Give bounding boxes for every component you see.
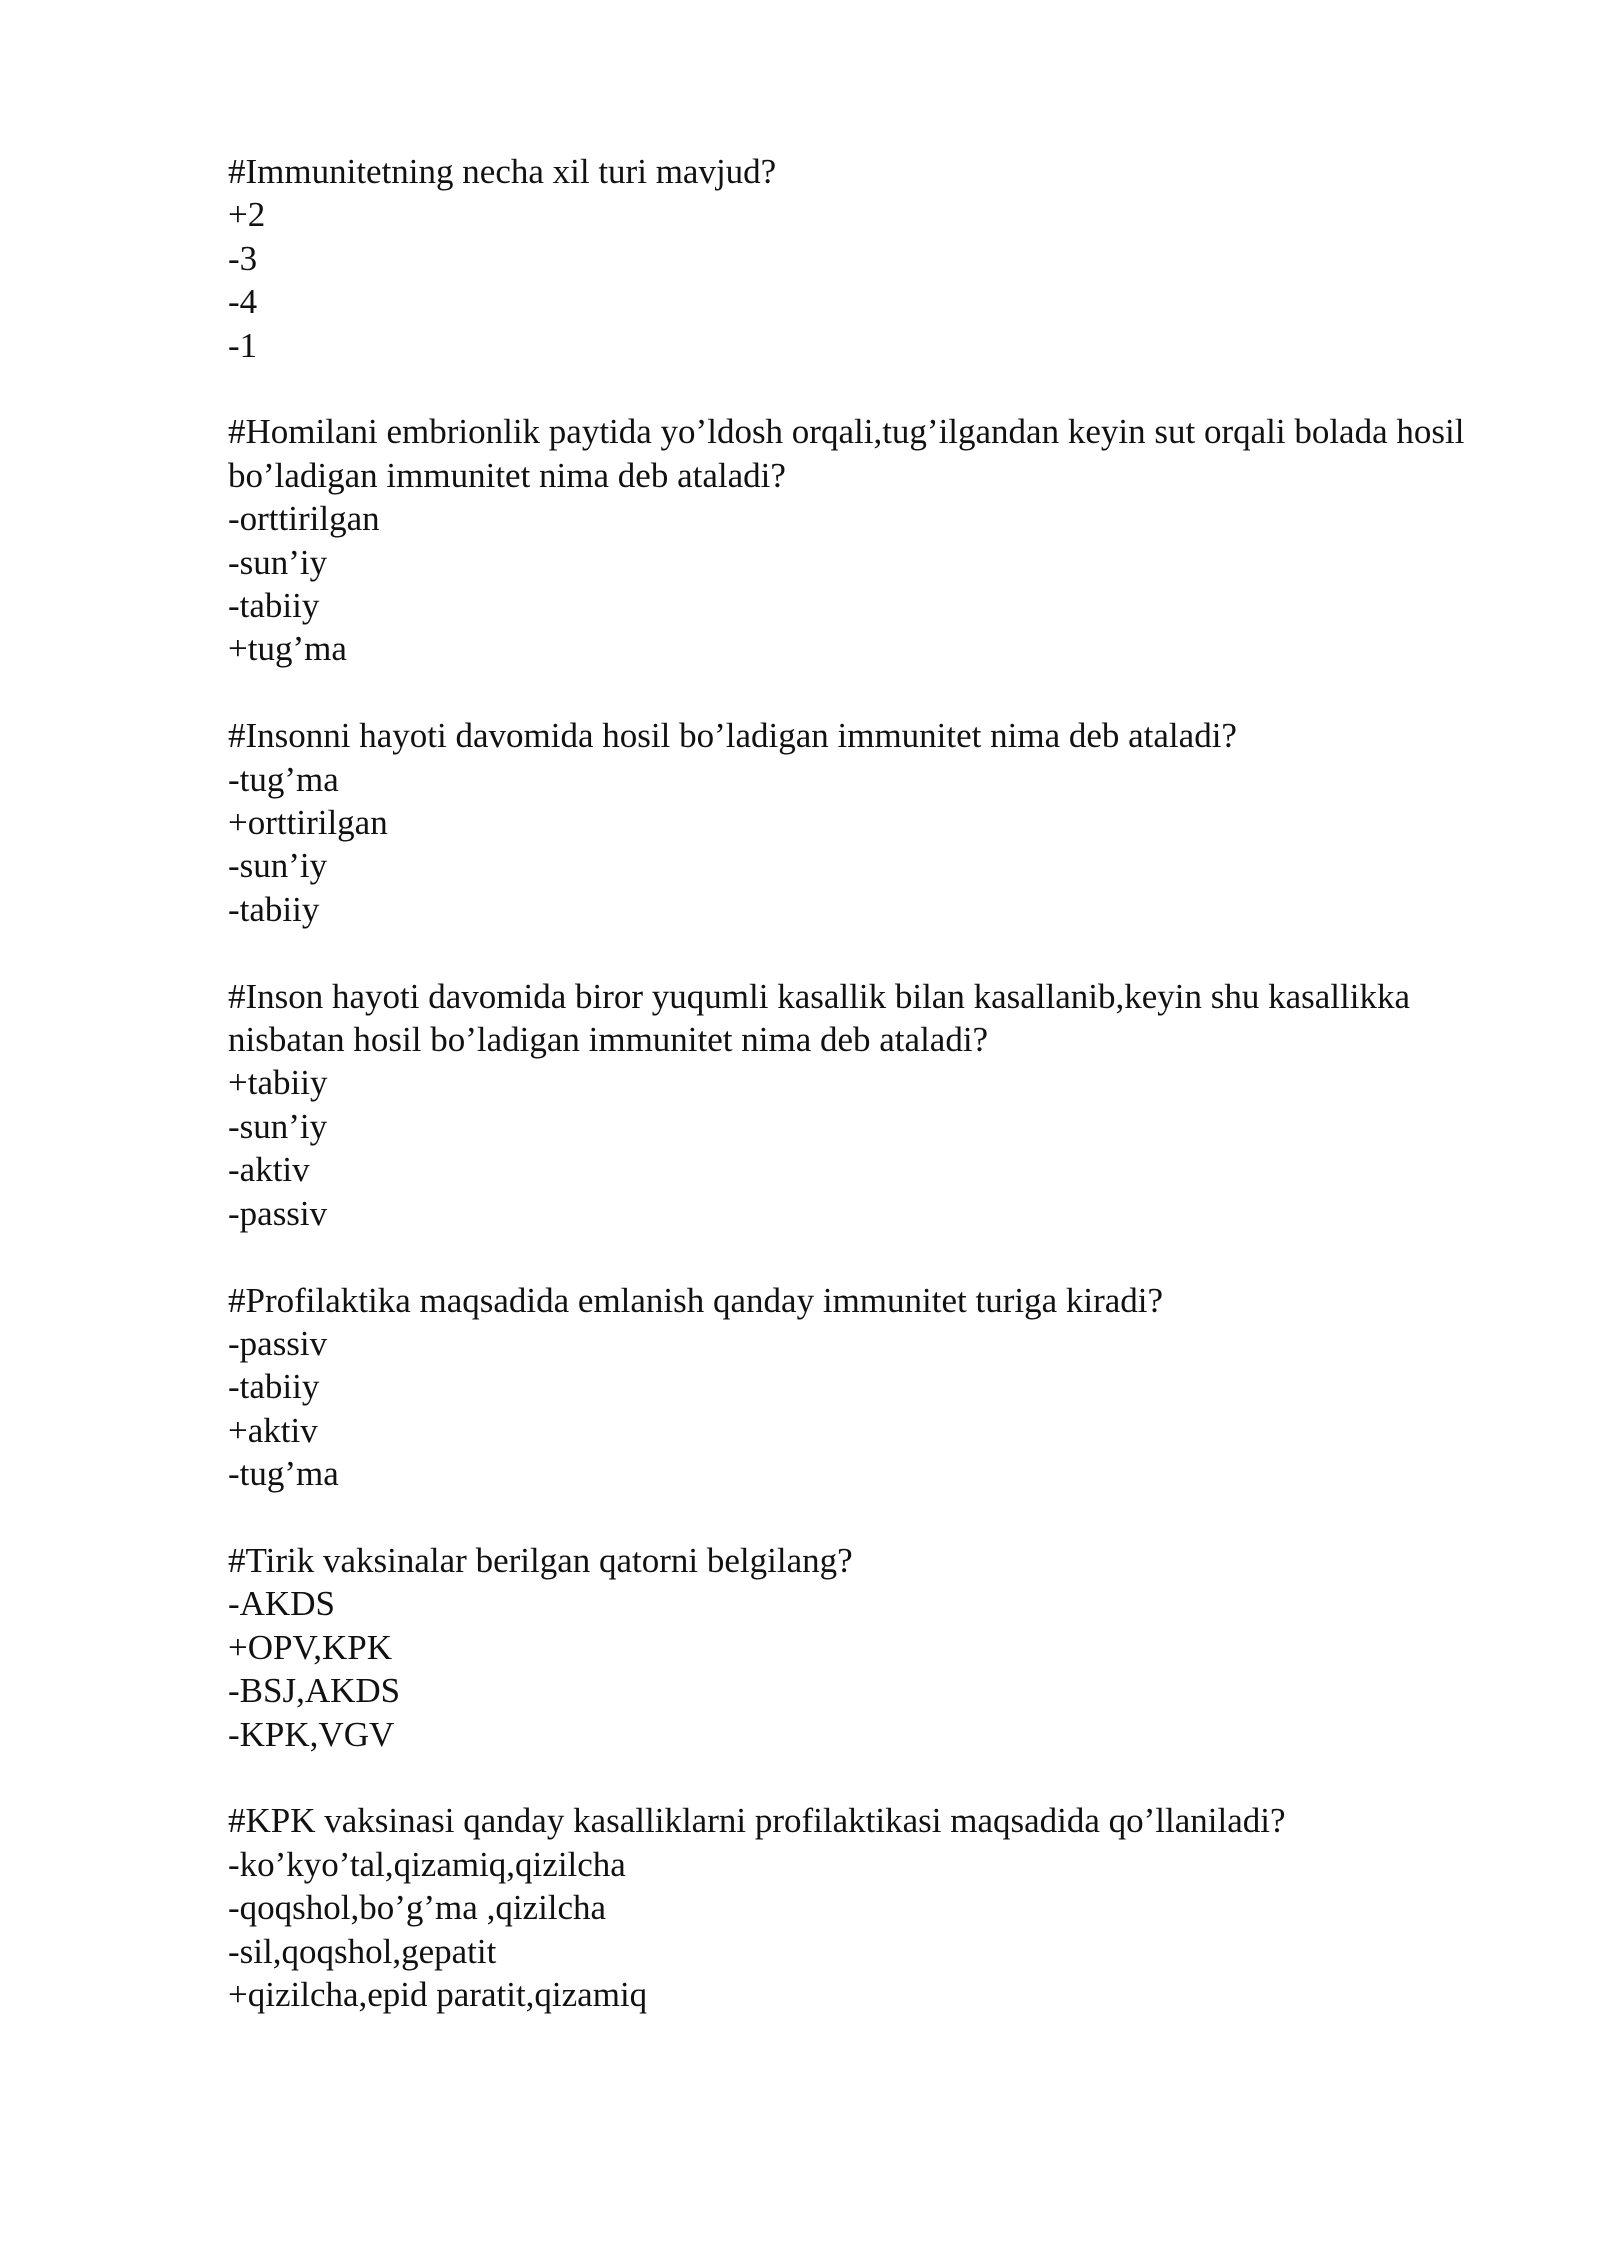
answer-option: +orttirilgan bbox=[228, 803, 388, 843]
question-text: #Insonni hayoti davomida hosil bo’ladigan immunitet nima deb ataladi? bbox=[228, 716, 1237, 756]
answer-option: -ko’kyo’tal,qizamiq,qizilcha bbox=[228, 1844, 626, 1884]
answer-option: -passiv bbox=[228, 1193, 328, 1233]
answer-option: -tug’ma bbox=[228, 1454, 339, 1494]
answer-option: -orttirilgan bbox=[228, 499, 380, 539]
question-block-4 bbox=[228, 975, 1528, 1235]
answer-option: +2 bbox=[228, 195, 266, 235]
question-block-2 bbox=[228, 410, 1528, 670]
answer-option: -3 bbox=[228, 238, 258, 278]
answer-option: -qoqshol,bo’g’ma ,qizilcha bbox=[228, 1888, 607, 1928]
answer-option: +qizilcha,epid paratit,qizamiq bbox=[228, 1974, 648, 2014]
answer-option: +tabiiy bbox=[228, 1063, 328, 1103]
question-text: #Tirik vaksinalar berilgan qatorni belgilang? bbox=[228, 1540, 853, 1580]
answer-option: -aktiv bbox=[228, 1150, 310, 1190]
answer-option: -BSJ,AKDS bbox=[228, 1671, 401, 1711]
question-text: #KPK vaksinasi qanday kasalliklarni profilaktikasi maqsadida qo’llaniladi? bbox=[228, 1801, 1286, 1841]
answer-option: -KPK,VGV bbox=[228, 1714, 395, 1754]
question-text: #Immunitetning necha xil turi mavjud? bbox=[228, 152, 777, 191]
question-block-3 bbox=[228, 714, 1528, 931]
answer-option: -sun’iy bbox=[228, 846, 328, 886]
answer-option: -4 bbox=[228, 282, 258, 322]
answer-option: +OPV,KPK bbox=[228, 1627, 393, 1667]
document-page bbox=[228, 150, 1528, 2060]
question-block-7 bbox=[228, 1799, 1528, 2016]
question-text: #Inson hayoti davomida biror yuqumli kasallik bilan kasallanib,keyin shu kasallikka nisbatan hosil bo’ladigan immunitet nima deb ataladi? bbox=[228, 976, 1419, 1060]
answer-option: -tabiiy bbox=[228, 586, 320, 626]
question-text: #Profilaktika maqsadida emlanish qanday immunitet turiga kiradi? bbox=[228, 1280, 1164, 1320]
answer-option: +aktiv bbox=[228, 1410, 318, 1450]
answer-option: -tabiiy bbox=[228, 889, 320, 929]
answer-option: -tabiiy bbox=[228, 1367, 320, 1407]
question-text: #Homilani embrionlik paytida yo’ldosh orqali,tug’ilgandan keyin sut orqali bolada hosil bo’ladigan immunitet nima deb ataladi? bbox=[228, 412, 1474, 495]
answer-option: -sun’iy bbox=[228, 1106, 328, 1146]
answer-option: -sun’iy bbox=[228, 542, 328, 582]
question-block-1 bbox=[228, 150, 1528, 367]
answer-option: -1 bbox=[228, 325, 258, 365]
question-block-5 bbox=[228, 1279, 1528, 1496]
answer-option: -AKDS bbox=[228, 1584, 335, 1624]
answer-option: -sil,qoqshol,gepatit bbox=[228, 1931, 497, 1971]
answer-option: -passiv bbox=[228, 1323, 328, 1363]
answer-option: +tug’ma bbox=[228, 629, 347, 669]
question-block-6 bbox=[228, 1539, 1528, 1756]
answer-option: -tug’ma bbox=[228, 759, 339, 799]
